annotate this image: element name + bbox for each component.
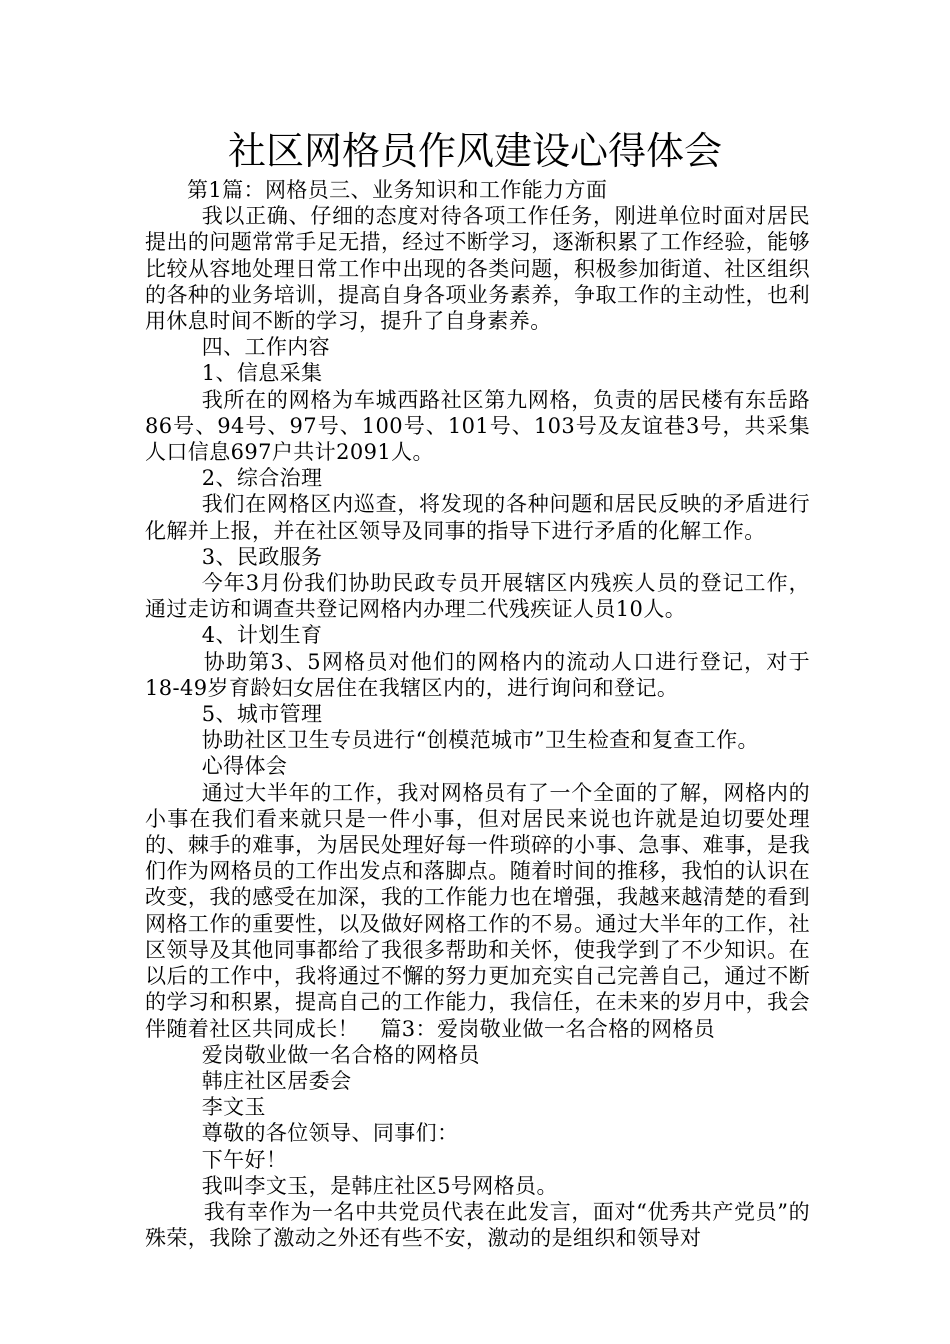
paragraph-heading-work-content: 四、工作内容: [201, 335, 331, 360]
paragraph-family-planning: 协助第3、5网格员对他们的网格内的流动人口进行登记，对于18-49岁育龄妇女居住在我辖区内的，进行询问和登记。: [145, 649, 810, 700]
paragraph-city-management: 协助社区卫生专员进行“创模范城市”卫生检查和复查工作。: [201, 728, 759, 753]
paragraph-speech-organization: 韩庄社区居委会: [201, 1068, 352, 1093]
paragraph-heading-info-collection: 1、信息采集: [201, 361, 323, 386]
document-body: [145, 177, 810, 1251]
paragraph-speech-intro: 我叫李文玉，是韩庄社区5号网格员。: [201, 1173, 558, 1198]
paragraph-civil-affairs: 今年3月份我们协助民政专员开展辖区内残疾人员的登记工作，通过走访和调查共登记网格内办理二代残疾证人员10人。: [145, 571, 810, 622]
paragraph-heading-governance: 2、综合治理: [201, 466, 323, 491]
paragraph-knowledge: 我以正确、仔细的态度对待各项工作任务，刚进单位时面对居民提出的问题常常手足无措，经过不断学习，逐渐积累了工作经验，能够比较从容地处理日常工作中出现的各类问题，积极参加街道、社区组织的各种的业务培训，提高自身各项业务素养，争取工作的主动性，也利用休息时间不断的学习，提升了自身素养。: [145, 204, 810, 334]
paragraph-heading-city-management: 5、城市管理: [201, 702, 323, 727]
paragraph-heading-reflections: 心得体会: [201, 754, 288, 779]
paragraph-heading-civil-affairs: 3、民政服务: [201, 544, 323, 569]
paragraph-speech-title: 爱岗敬业做一名合格的网格员: [201, 1042, 480, 1067]
paragraph-heading-family-planning: 4、计划生育: [201, 623, 323, 648]
paragraph-section-heading: 第1篇：网格员三、业务知识和工作能力方面: [187, 178, 608, 202]
paragraph-speech-body: 我有幸作为一名中共党员代表在此发言，面对“优秀共产党员”的殊荣，我除了激动之外还有些不安，激动的是组织和领导对: [145, 1199, 810, 1251]
document-title: 社区网格员作风建设心得体会: [227, 129, 722, 173]
paragraph-governance: 我们在网格区内巡查，将发现的各种问题和居民反映的矛盾进行化解并上报，并在社区领导及同事的指导下进行矛盾的化解工作。: [145, 492, 810, 543]
paragraph-speech-salutation: 尊敬的各位领导、同事们：: [201, 1121, 459, 1146]
paragraph-info-collection: 我所在的网格为车城西路社区第九网格，负责的居民楼有东岳路86号、94号、97号、100号、101号、103号及友谊巷3号，共采集人口信息697户共计2091人。: [145, 387, 810, 465]
paragraph-speech-author: 李文玉: [201, 1095, 266, 1120]
paragraph-reflections: 通过大半年的工作，我对网格员有了一个全面的了解，网格内的小事在我们看来就只是一件小事，但对居民来说也许就是迫切要处理的、棘手的难事，为居民处理好每一件琐碎的小事、急事、难事，是我们作为网格员的工作出发点和落脚点。随着时间的推移，我怕的认识在改变，我的感受在加深，我的工作能力也在增强，我越来越清楚的看到网格工作的重要性，以及做好网格工作的不易。通过大半年的工作，社区领导及其他同事都给了我很多帮助和关怀，使我学到了不少知识。在以后的工作中，我将通过不懈的努力更加充实自己完善自己，通过不断的学习和积累，提高自己的工作能力，我信任，在未来的岁月中，我会伴随着社区共同成长！ 篇3：爱岗敬业做一名合格的网格员: [145, 780, 810, 1041]
paragraph-speech-greeting: 下午好！: [201, 1147, 288, 1172]
